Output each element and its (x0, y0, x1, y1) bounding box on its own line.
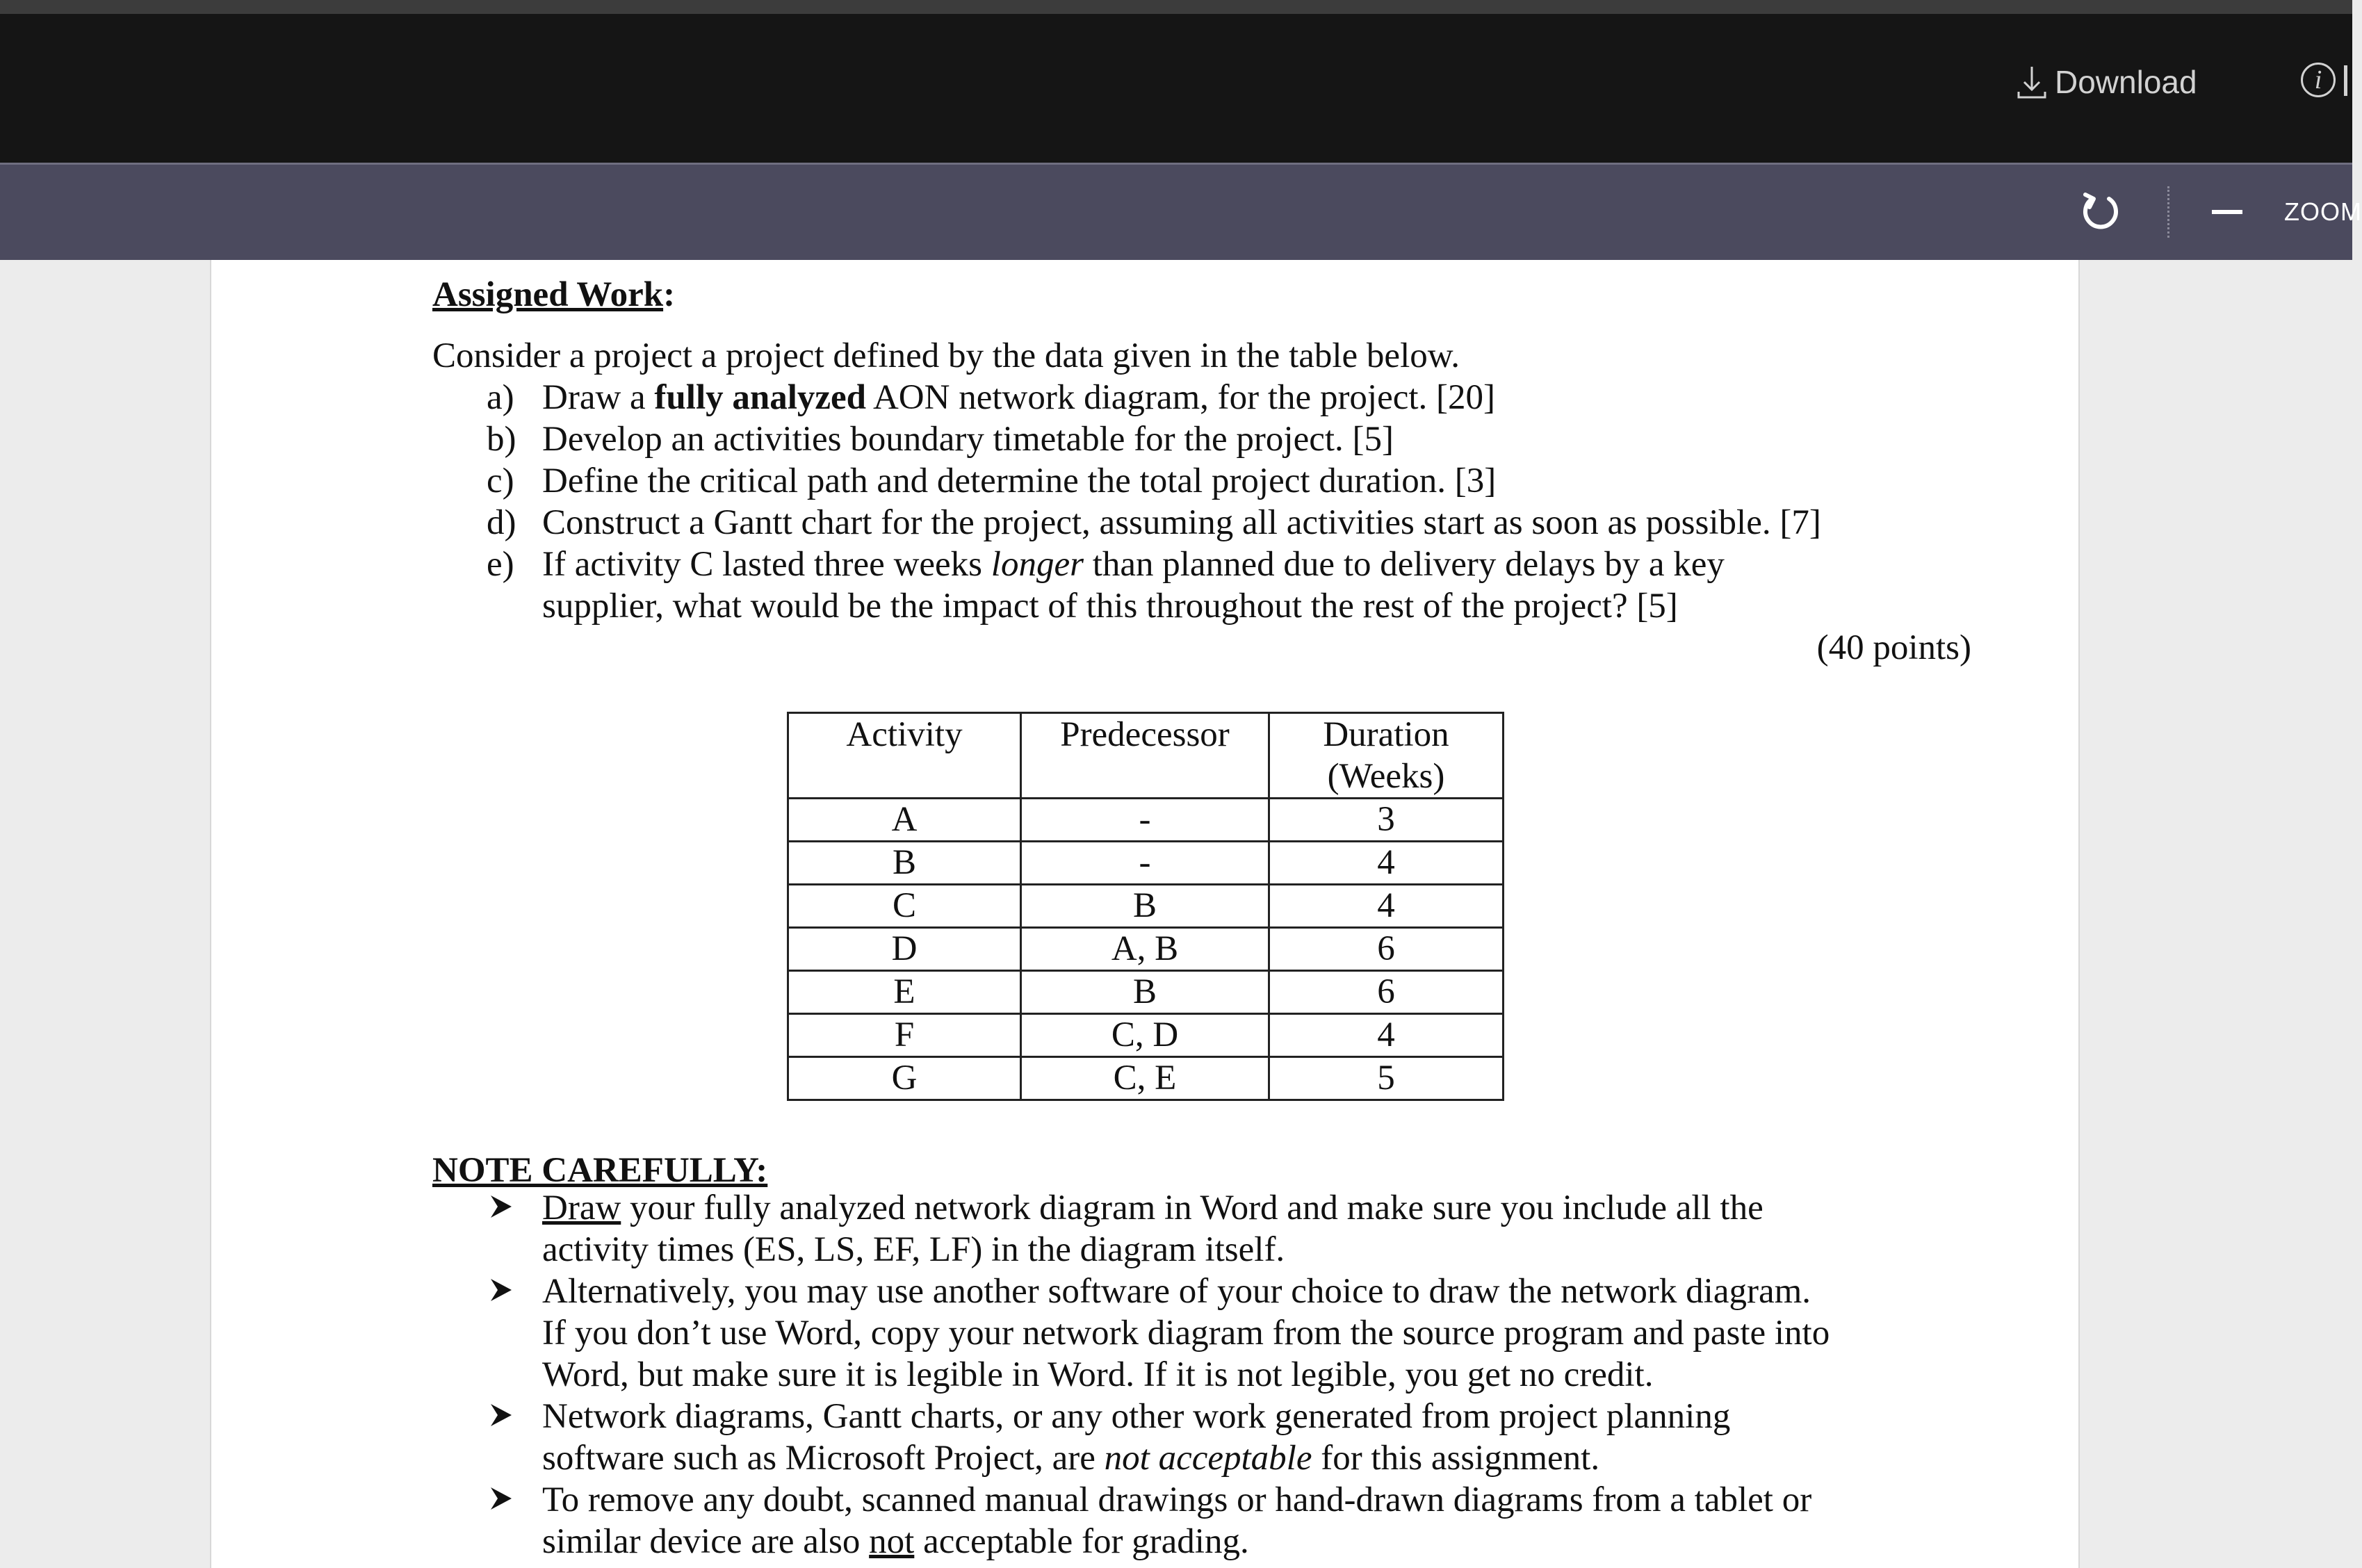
task-e-post: than planned due to delivery delays by a key (1083, 545, 1725, 584)
download-button[interactable] (2016, 61, 2197, 103)
cell-activity: F (788, 1014, 1021, 1057)
info-icon[interactable] (2301, 63, 2336, 97)
info-glyph: i (2314, 65, 2322, 95)
header-predecessor: Predecessor (1021, 713, 1269, 799)
task-e-italic: longer (991, 545, 1084, 584)
note-3-post: for this assignment. (1312, 1439, 1600, 1478)
cell-activity: D (788, 928, 1021, 971)
bullet-arrow-icon (489, 1194, 513, 1219)
page-heading (432, 274, 675, 316)
table-row (788, 885, 1504, 928)
cell-duration: 4 (1269, 885, 1504, 928)
table-row (788, 842, 1504, 885)
cell-activity: B (788, 842, 1021, 885)
points-label: (40 points) (1816, 628, 1971, 667)
cell-predecessor: - (1021, 842, 1269, 885)
cell-predecessor: C, E (1021, 1057, 1269, 1100)
table-row (788, 1014, 1504, 1057)
note-2-line1: Alternatively, you may use another software of your choice to draw the network diagram. (542, 1272, 1811, 1311)
cell-activity: G (788, 1057, 1021, 1100)
task-a-pre: Draw a (542, 378, 655, 417)
task-a-bold: fully analyzed (654, 378, 867, 417)
note-4-post: acceptable for grading. (914, 1522, 1249, 1561)
zoom-out-icon[interactable] (2212, 210, 2242, 214)
cell-activity: C (788, 885, 1021, 928)
window-top-strip (0, 0, 2352, 14)
task-c: Define the critical path and determine the total project duration. [3] (542, 462, 1497, 500)
cell-activity: E (788, 971, 1021, 1014)
table-row (788, 971, 1504, 1014)
cell-predecessor: A, B (1021, 928, 1269, 971)
task-marker: e) (487, 545, 514, 584)
note-3-line1: Network diagrams, Gantt charts, or any other work generated from project planning (542, 1397, 1731, 1436)
activity-table (787, 712, 1504, 1101)
task-marker: a) (487, 378, 514, 417)
note-4-line1: To remove any doubt, scanned manual drawings or hand-drawn diagrams from a tablet or (542, 1480, 1812, 1519)
note-4-pre: similar device are also (542, 1522, 870, 1561)
info-label-edge (2344, 65, 2347, 96)
task-e-line2: supplier, what would be the impact of this throughout the rest of the project? [5] (542, 587, 1678, 626)
rotate-icon[interactable] (2078, 189, 2123, 234)
note-heading: NOTE CAREFULLY: (432, 1151, 768, 1190)
heading-text: Assigned Work (432, 275, 664, 314)
bullet-arrow-icon (489, 1277, 513, 1302)
viewer-header (0, 14, 2352, 163)
header-duration-line2: (Weeks) (1327, 757, 1445, 796)
table-row (788, 928, 1504, 971)
zoom-label[interactable]: ZOOM (2284, 197, 2362, 226)
header-activity: Activity (788, 713, 1021, 799)
task-marker: d) (487, 503, 516, 542)
bullet-arrow-icon (489, 1403, 513, 1428)
task-marker: b) (487, 420, 516, 459)
note-1-rest: your fully analyzed network diagram in Word and make sure you include all the (621, 1189, 1764, 1227)
heading-colon: : (663, 275, 676, 314)
cell-duration: 6 (1269, 971, 1504, 1014)
note-3-line2 (542, 1437, 1599, 1479)
cell-predecessor: B (1021, 971, 1269, 1014)
task-a-post: AON network diagram, for the project. [20] (866, 378, 1496, 417)
task-e-line1 (542, 544, 1970, 585)
download-label: Download (2055, 64, 2197, 100)
note-3-pre: software such as Microsoft Project, are (542, 1439, 1105, 1478)
table-header-row (788, 713, 1504, 799)
note-4-line2 (542, 1521, 1249, 1562)
cell-predecessor: B (1021, 885, 1269, 928)
intro-text: Consider a project a project defined by the data given in the table below. (432, 336, 1460, 375)
cell-predecessor: - (1021, 799, 1269, 842)
cell-duration: 3 (1269, 799, 1504, 842)
task-a (542, 377, 1495, 418)
header-duration (1269, 713, 1504, 799)
note-1-line1 (542, 1187, 1764, 1229)
task-d: Construct a Gantt chart for the project, assuming all activities start as soon as possible. [7] (542, 503, 1821, 542)
viewer-toolbar (0, 163, 2352, 260)
note-4-underlined: not (869, 1522, 915, 1561)
task-b: Develop an activities boundary timetable for the project. [5] (542, 420, 1394, 459)
cell-duration: 4 (1269, 1014, 1504, 1057)
note-1-line2: activity times (ES, LS, EF, LF) in the diagram itself. (542, 1230, 1285, 1269)
cell-duration: 4 (1269, 842, 1504, 885)
cell-activity: A (788, 799, 1021, 842)
bullet-arrow-icon (489, 1486, 513, 1511)
header-duration-line1: Duration (1323, 715, 1449, 754)
cell-duration: 5 (1269, 1057, 1504, 1100)
task-marker: c) (487, 462, 514, 500)
note-1-underlined: Draw (542, 1189, 621, 1227)
toolbar-divider (2167, 186, 2169, 238)
note-2-line2: If you don’t use Word, copy your network diagram from the source program and paste into (542, 1314, 1830, 1353)
cell-duration: 6 (1269, 928, 1504, 971)
table-row (788, 1057, 1504, 1100)
table-row (788, 799, 1504, 842)
cell-predecessor: C, D (1021, 1014, 1269, 1057)
note-3-italic: not acceptable (1104, 1439, 1312, 1478)
note-2-line3: Word, but make sure it is legible in Word. If it is not legible, you get no credit. (542, 1355, 1654, 1394)
task-e-pre: If activity C lasted three weeks (542, 545, 991, 584)
download-icon (2016, 64, 2048, 100)
